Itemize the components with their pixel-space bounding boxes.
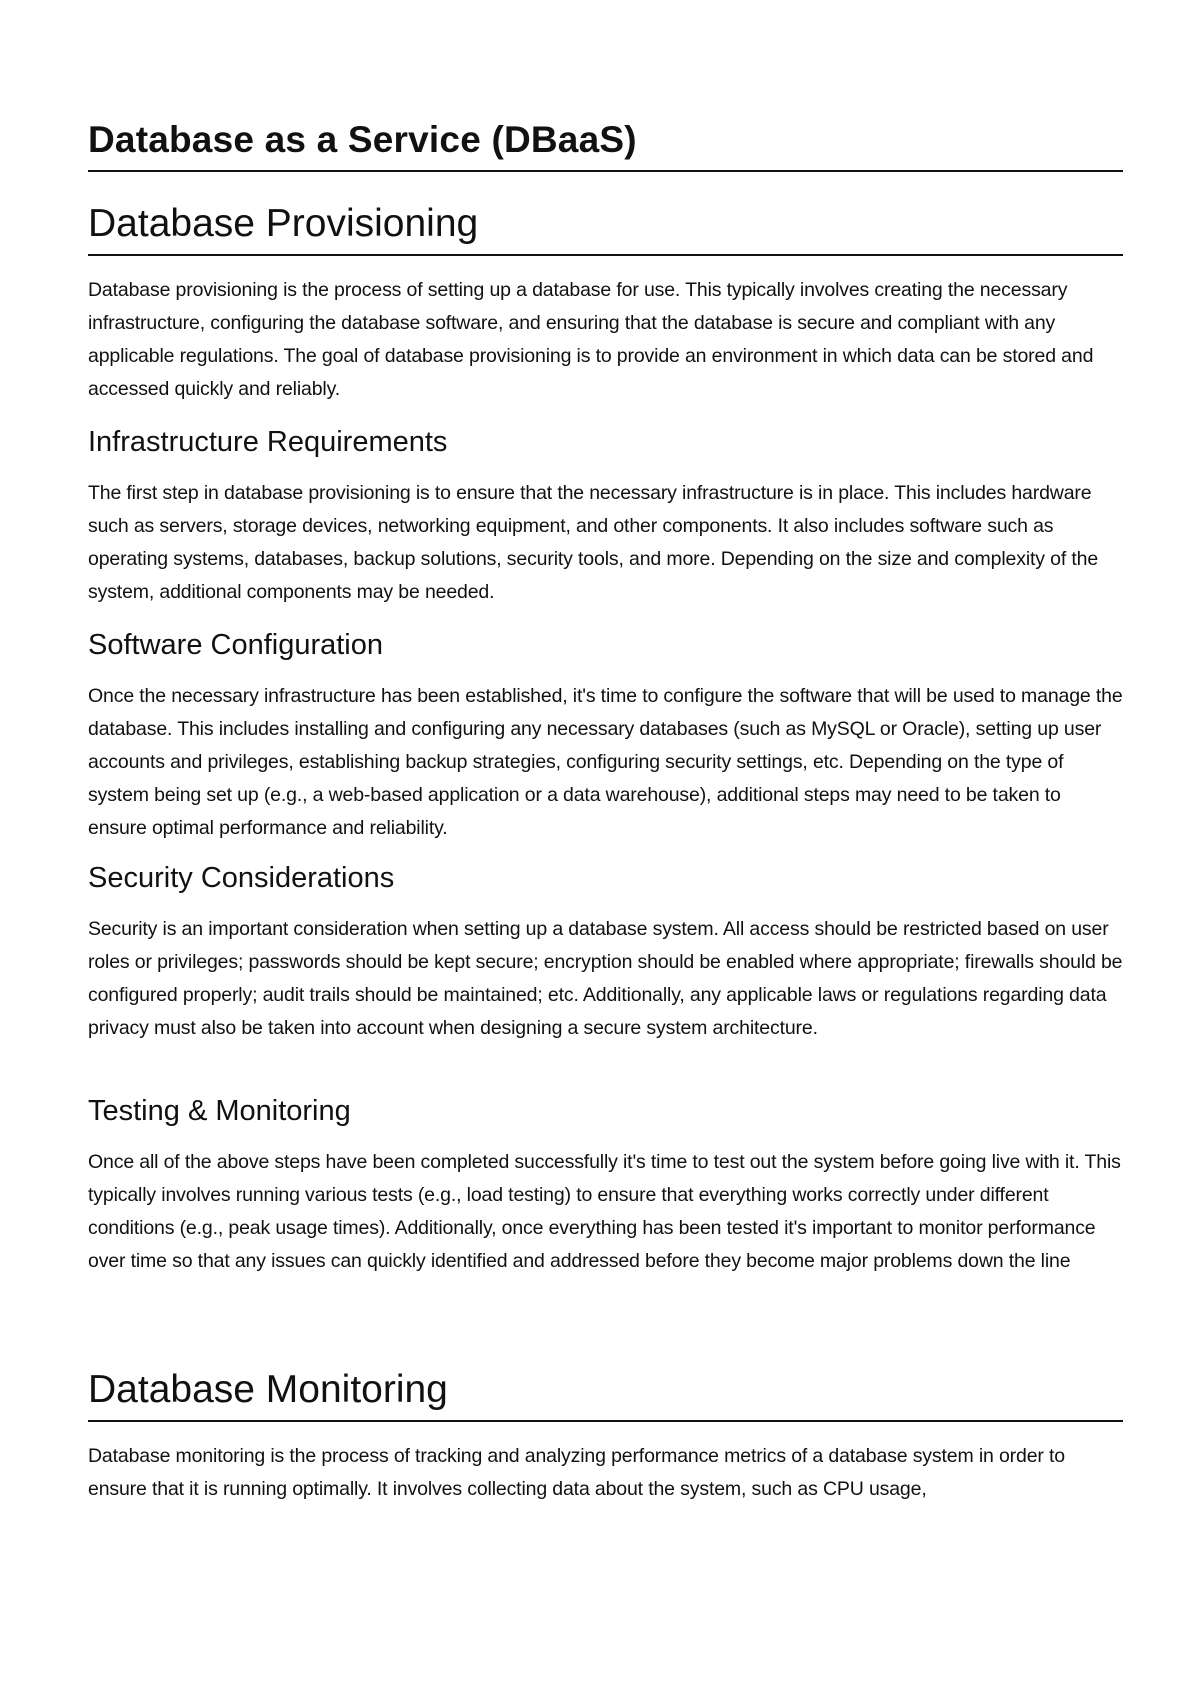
subsection-heading-software-configuration: Software Configuration: [88, 629, 383, 661]
subsection-body-software-configuration: Once the necessary infrastructure has been established, it's time to configure the software that will be used to manage the database. This includes installing and configuring any necessary databases (such as MySQL or Oracle), setting up user accounts and privileges, establishing backup strategies, configuring security settings, etc. Depending on the type of system being set up (e.g., a web-based application or a data warehouse), additional steps may need to be taken to ensure optimal performance and reliability.: [88, 685, 1123, 839]
subsection-body-infrastructure-requirements: The first step in database provisioning is to ensure that the necessary infrastructure is in place. This includes hardware such as servers, storage devices, networking equipment, and other components. It also includes software such as operating systems, databases, backup solutions, security tools, and more. Depending on the size and complexity of the system, additional components may be needed.: [88, 482, 1099, 603]
section-intro-database-provisioning: Database provisioning is the process of setting up a database for use. This typically involves creating the necessary infrastructure, configuring the database software, and ensuring that the database is secure and compliant with any applicable regulations. The goal of database provisioning is to provide an environment in which data can be stored and accessed quickly and reliably.: [88, 279, 1094, 400]
subsection-body-testing-monitoring: Once all of the above steps have been completed successfully it's time to test out the system before going live with it. This typically involves running various tests (e.g., load testing) to ensure that everything works correctly under different conditions (e.g., peak usage times). Additionally, once everything has been tested it's important to monitor performance over time so that any issues can quickly identified and addressed before they become major problems down the line: [88, 1151, 1121, 1272]
section-heading-database-monitoring: Database Monitoring: [88, 1366, 1123, 1422]
document-title: Database as a Service (DBaaS): [88, 116, 1123, 172]
subsection-heading-security-considerations: Security Considerations: [88, 862, 395, 894]
section-intro-database-monitoring: Database monitoring is the process of tracking and analyzing performance metrics of a database system in order to ensure that it is running optimally. It involves collecting data about the system, such as CPU usage,: [88, 1445, 1065, 1500]
subsection-body-security-considerations: Security is an important consideration when setting up a database system. All access should be restricted based on user roles or privileges; passwords should be kept secure; encryption should be enabled where appropriate; firewalls should be configured properly; audit trails should be maintained; etc. Additionally, any applicable laws or regulations regarding data privacy must also be taken into account when designing a secure system architecture.: [88, 918, 1123, 1039]
section-heading-database-provisioning: Database Provisioning: [88, 200, 1123, 256]
subsection-heading-infrastructure-requirements: Infrastructure Requirements: [88, 426, 448, 458]
subsection-heading-testing-monitoring: Testing & Monitoring: [88, 1095, 351, 1127]
